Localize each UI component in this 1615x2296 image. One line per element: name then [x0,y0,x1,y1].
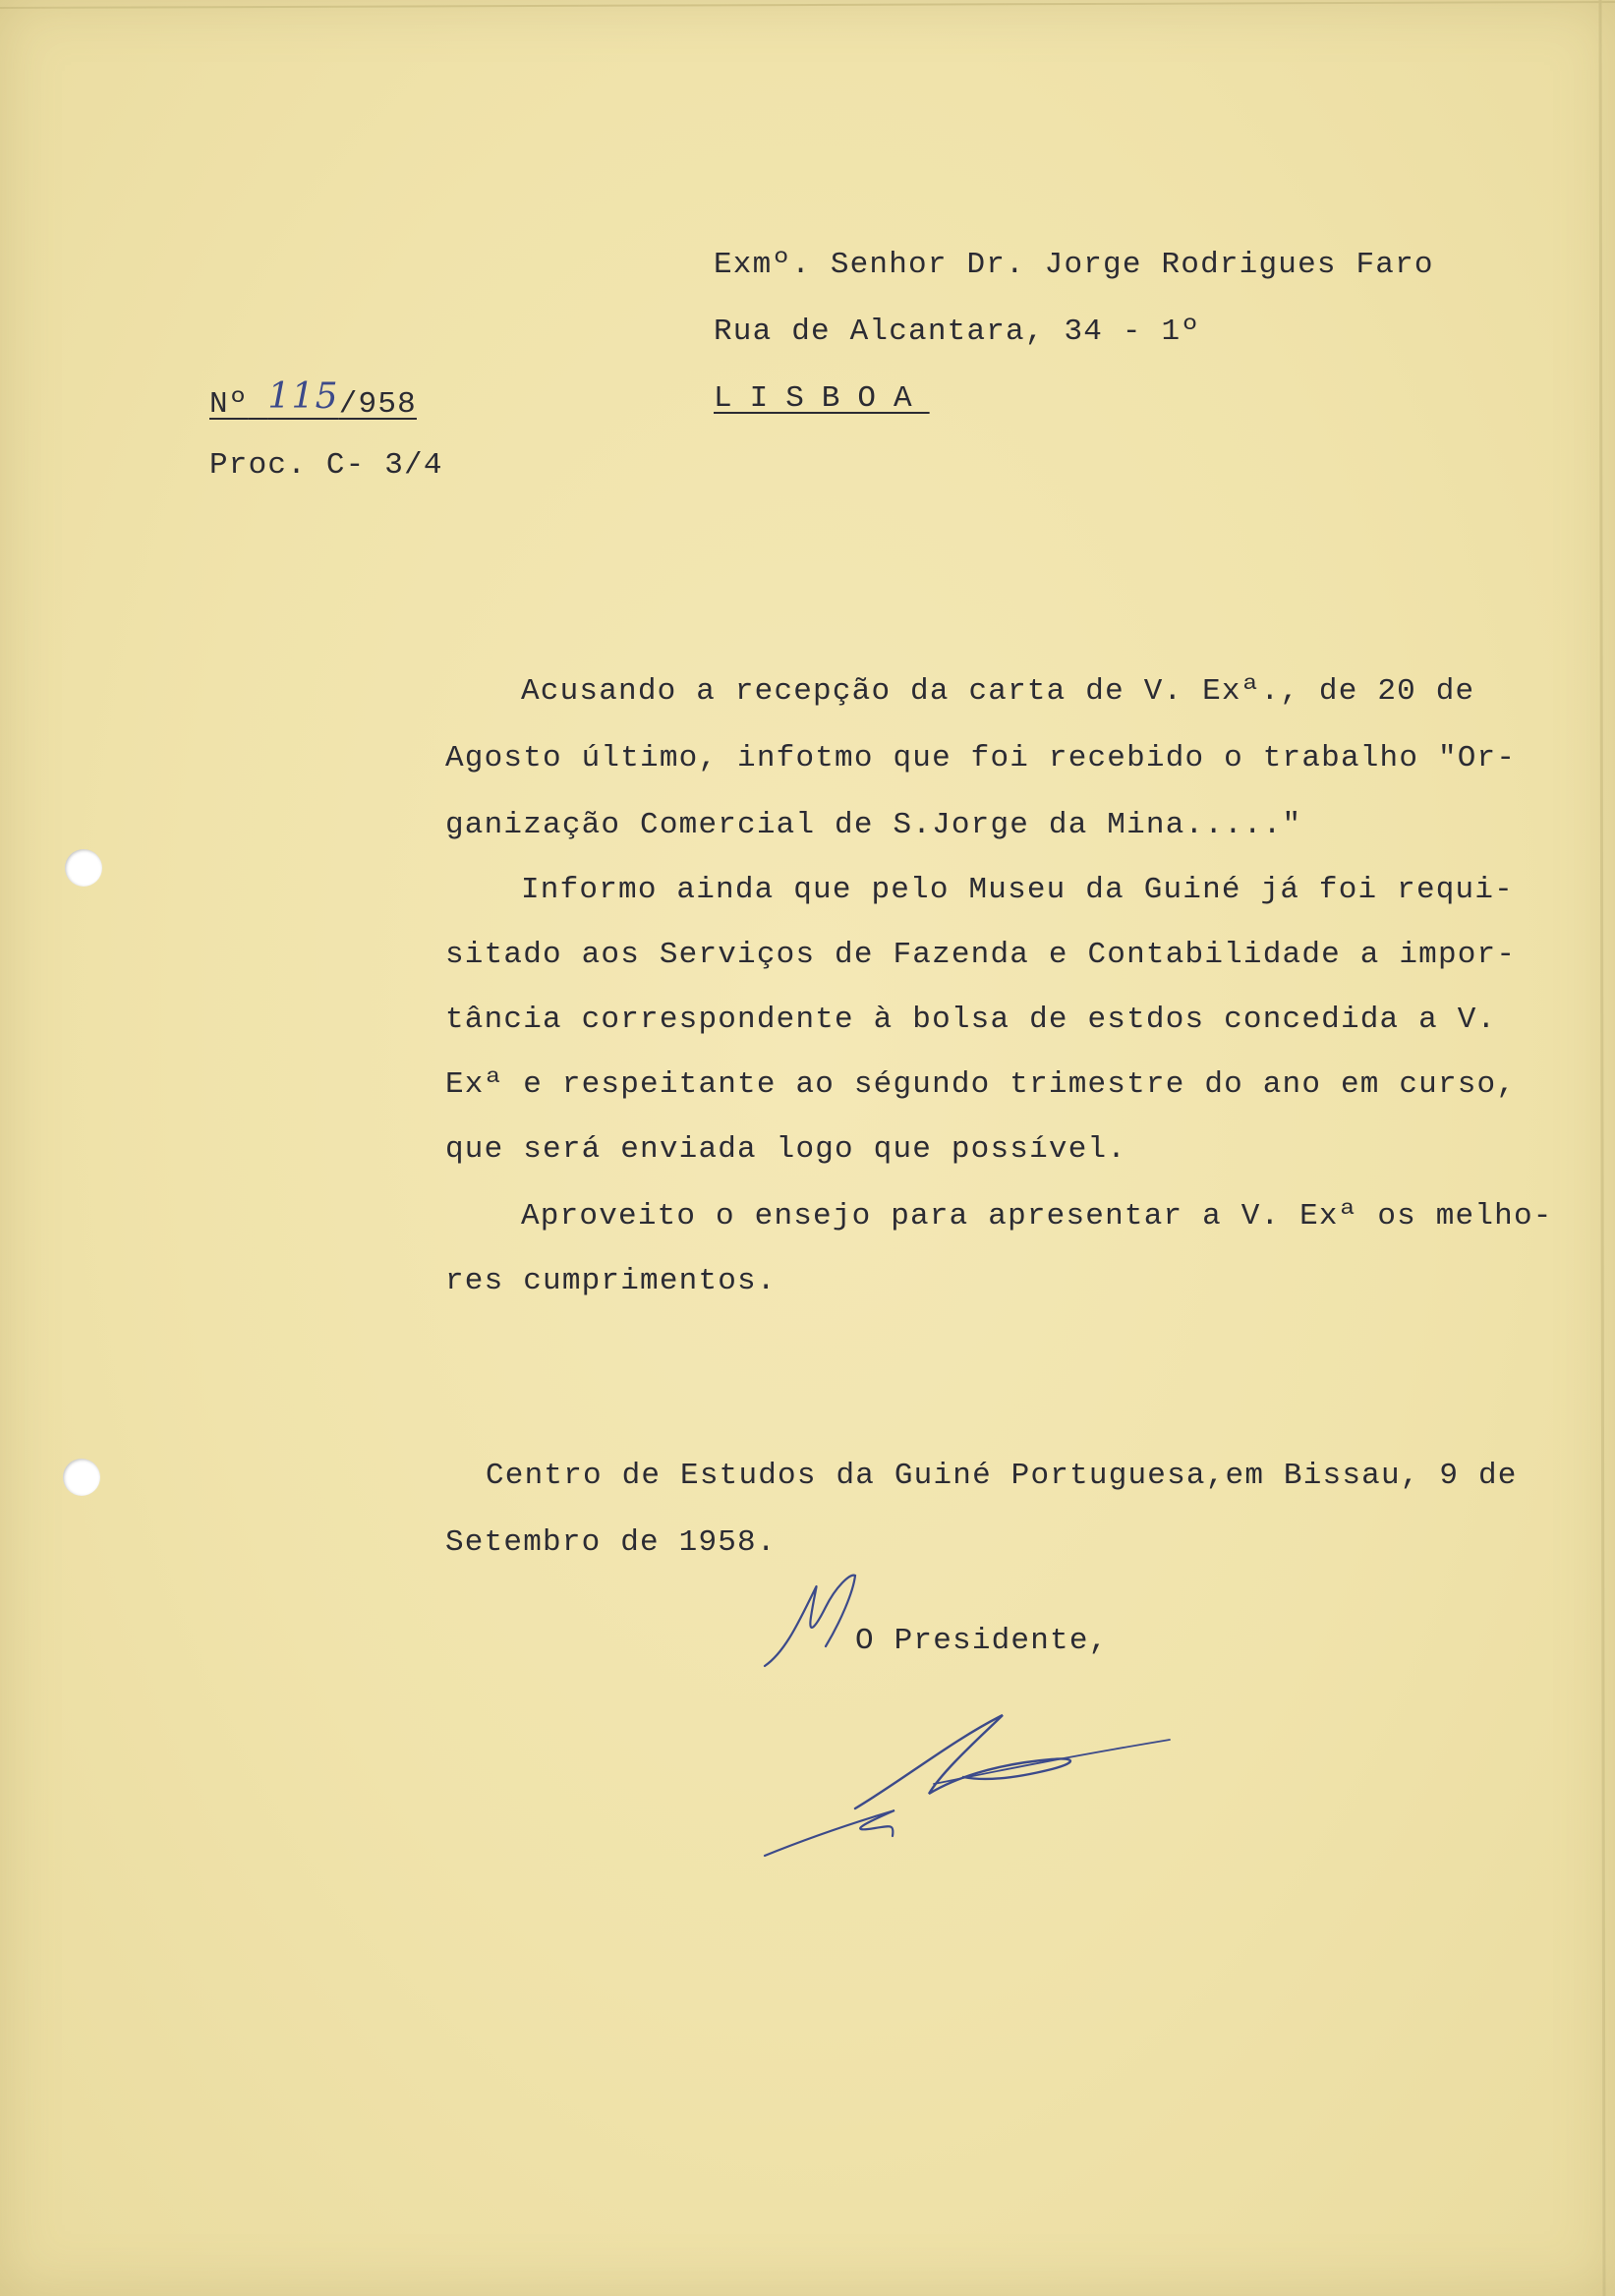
body-p2-line2: sitado aos Serviços de Fazenda e Contabilidade a impor- [445,938,1517,972]
punch-hole-top [65,849,102,887]
address-line-2: Rua de Alcantara, 34 - 1º [714,315,1201,349]
body-p2-line4: Exª e respeitante ao ségundo trimestre do ano em curso, [445,1067,1517,1102]
punch-hole-bottom [63,1459,100,1496]
body-p2-line1: Informo ainda que pelo Museu da Guiné já foi requi- [521,873,1514,907]
signatory-title: O Presidente, [855,1624,1109,1658]
initials-scribble [757,1568,894,1676]
body-p1-line2: Agosto último, infotmo que foi recebido o trabalho "Or- [445,741,1517,775]
signature [757,1700,1209,1867]
reference-handwritten-number: 115 [267,376,339,417]
body-p1-line3: ganização Comercial de S.Jorge da Mina....." [445,808,1302,842]
reference-year: /958 [338,387,417,422]
body-p3-line2: res cumprimentos. [445,1264,777,1298]
body-p2-line3: tância correspondente à bolsa de estdos concedida a V. [445,1003,1497,1037]
body-p1-line1: Acusando a recepção da carta de V. Exª., de 20 de [521,674,1475,709]
address-city: LISBOA [714,381,930,416]
place-date-line-1: Centro de Estudos da Guiné Portuguesa,em Bissau, 9 de [486,1459,1518,1493]
body-p2-line5: que será enviada logo que possível. [445,1132,1127,1167]
reference-prefix: Nº [209,387,249,422]
body-p3-line1: Aproveito o ensejo para apresentar a V. Exª os melho- [521,1199,1553,1234]
address-line-1: Exmº. Senhor Dr. Jorge Rodrigues Faro [714,248,1434,282]
place-date-line-2: Setembro de 1958. [445,1525,777,1560]
reference-number [209,376,417,422]
process-reference: Proc. C- 3/4 [209,448,443,483]
